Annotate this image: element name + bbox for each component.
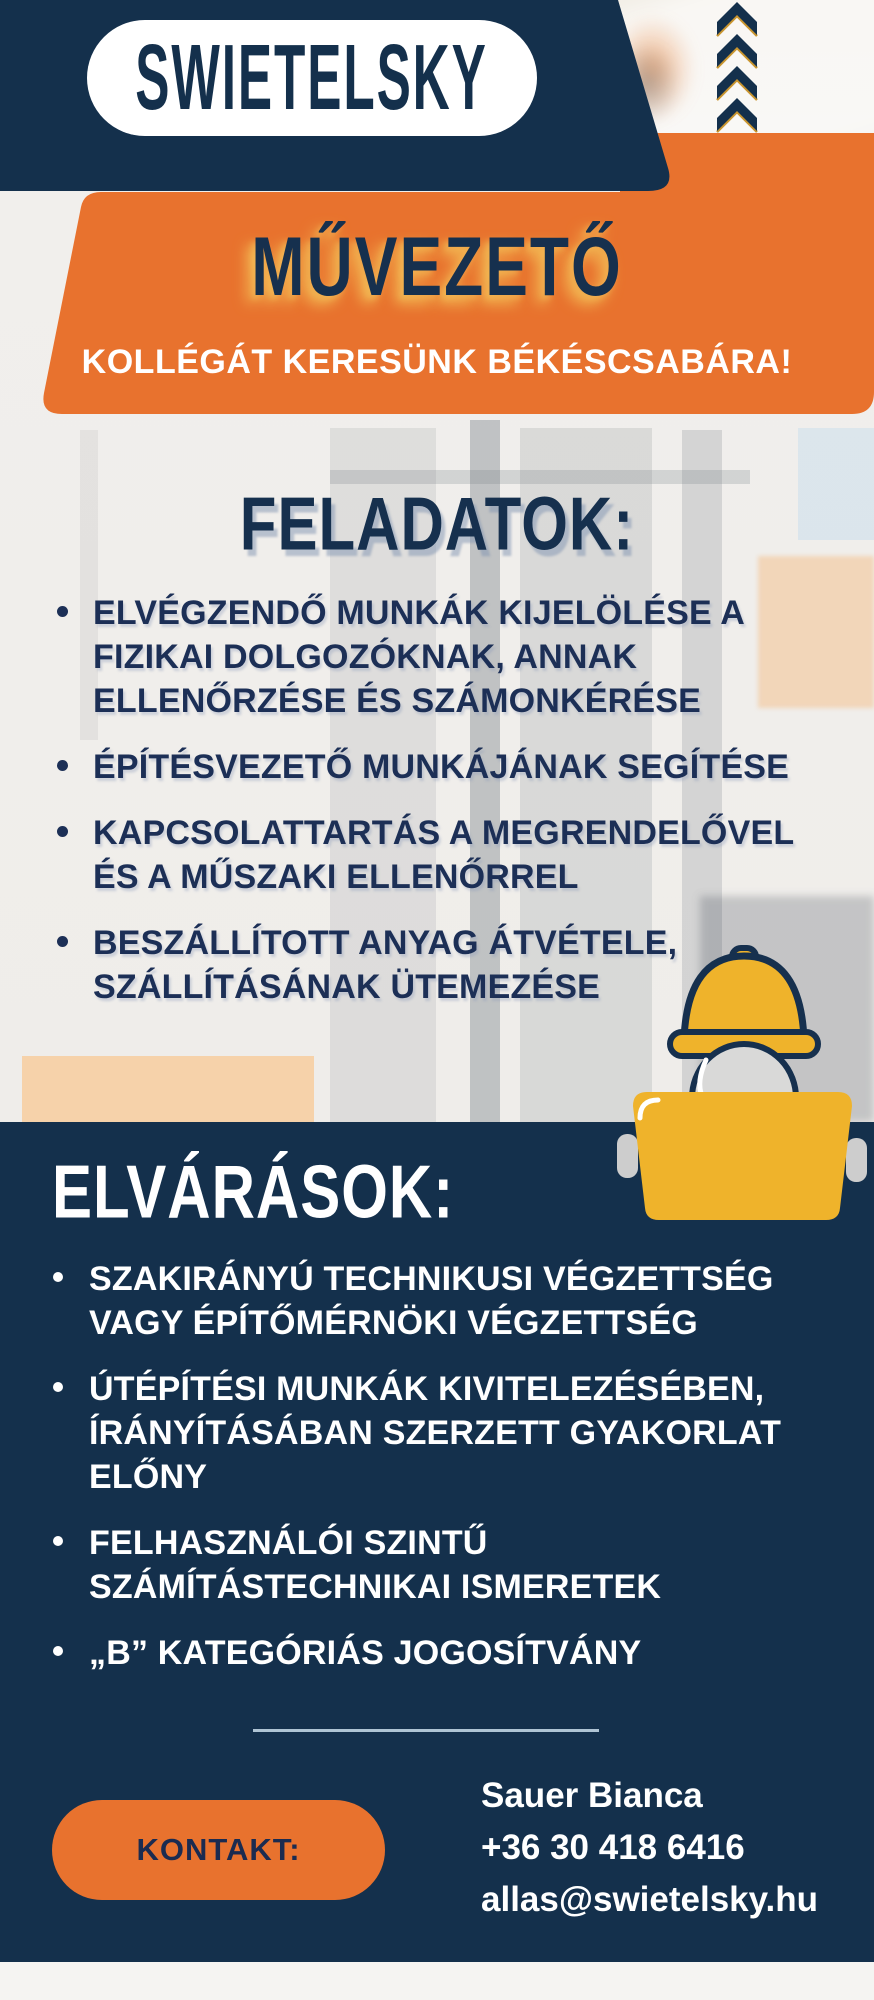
chevron-up-icon [717, 98, 757, 132]
list-item [53, 1257, 853, 1345]
contact-phone: +36 30 418 6416 [481, 1828, 745, 1867]
list-item-line: ÍRÁNYÍTÁSÁBAN SZERZETT GYAKORLAT [89, 1414, 782, 1452]
chevron-up-icon [717, 34, 757, 68]
list-item-line: SZAKIRÁNYÚ TECHNIKUSI VÉGZETTSÉG [89, 1260, 774, 1298]
laptop-icon [617, 1092, 867, 1220]
list-item-line: ÉPÍTÉSVEZETŐ MUNKÁJÁNAK SEGÍTÉSE [93, 748, 789, 786]
bottom-strip [0, 1962, 874, 2000]
bullet-dot [53, 1272, 63, 1282]
list-item [57, 811, 847, 899]
list-item-line: FIZIKAI DOLGOZÓKNAK, ANNAK [93, 638, 638, 676]
bullet-dot [57, 826, 68, 837]
chevron-up-icon [700, 0, 780, 140]
list-item [57, 591, 847, 723]
bullet-dot [57, 606, 68, 617]
list-item-line: VAGY ÉPÍTŐMÉRNÖKI VÉGZETTSÉG [89, 1304, 698, 1342]
elvarasok-list [53, 1257, 853, 1697]
swietelsky-logo [87, 20, 537, 136]
banner-subtitle: KOLLÉGÁT KERESÜNK BÉKÉSCSABÁRA! [81, 343, 793, 381]
list-item-line: SZÁMÍTÁSTECHNIKAI ISMERETEK [89, 1568, 662, 1606]
list-item-line: FELHASZNÁLÓI SZINTŰ [89, 1524, 488, 1562]
list-item-line: „B” KATEGÓRIÁS JOGOSÍTVÁNY [89, 1634, 642, 1672]
bullet-dot [57, 760, 68, 771]
kontakt-button-label: KONTAKT: [136, 1832, 301, 1867]
hardhat-icon [670, 948, 818, 1056]
chevron-up-icon [717, 2, 757, 36]
divider [253, 1729, 599, 1732]
list-item-line: BESZÁLLÍTOTT ANYAG ÁTVÉTELE, [93, 924, 678, 962]
logo-wordmark: SWIETELSKY [135, 26, 489, 130]
contact-block [481, 1774, 818, 1930]
list-item-line: ELLENŐRZÉSE ÉS SZÁMONKÉRÉSE [93, 682, 702, 720]
list-item [53, 1631, 853, 1675]
job-title: MŰVEZETŐ [251, 219, 623, 314]
list-item [53, 1367, 853, 1499]
chevron-up-icon [717, 66, 757, 100]
photo-orange-container [22, 1056, 314, 1122]
section-heading-elvarasok: ELVÁRÁSOK: [52, 1150, 455, 1234]
section-heading-feladatok: FELADATOK: [239, 482, 635, 566]
bullet-dot [53, 1646, 63, 1656]
list-item-line: SZÁLLÍTÁSÁNAK ÜTEMEZÉSE [93, 968, 601, 1006]
list-item-line: ÉS A MŰSZAKI ELLENŐRREL [93, 858, 579, 896]
list-item [53, 1521, 853, 1609]
list-item-line: ELŐNY [89, 1458, 208, 1496]
list-item-line: ÚTÉPÍTÉSI MUNKÁK KIVITELEZÉSÉBEN, [89, 1370, 765, 1408]
bullet-dot [53, 1382, 63, 1392]
bullet-dot [57, 936, 68, 947]
list-item-line: ELVÉGZENDŐ MUNKÁK KIJELÖLÉSE A [93, 594, 746, 632]
list-item [57, 745, 847, 789]
contact-name: Sauer Bianca [481, 1776, 703, 1815]
kontakt-button[interactable] [52, 1800, 385, 1900]
list-item-line: KAPCSOLATTARTÁS A MEGRENDELŐVEL [93, 814, 795, 852]
contact-email: allas@swietelsky.hu [481, 1880, 818, 1919]
bullet-dot [53, 1536, 63, 1546]
construction-worker-icon [600, 935, 874, 1235]
